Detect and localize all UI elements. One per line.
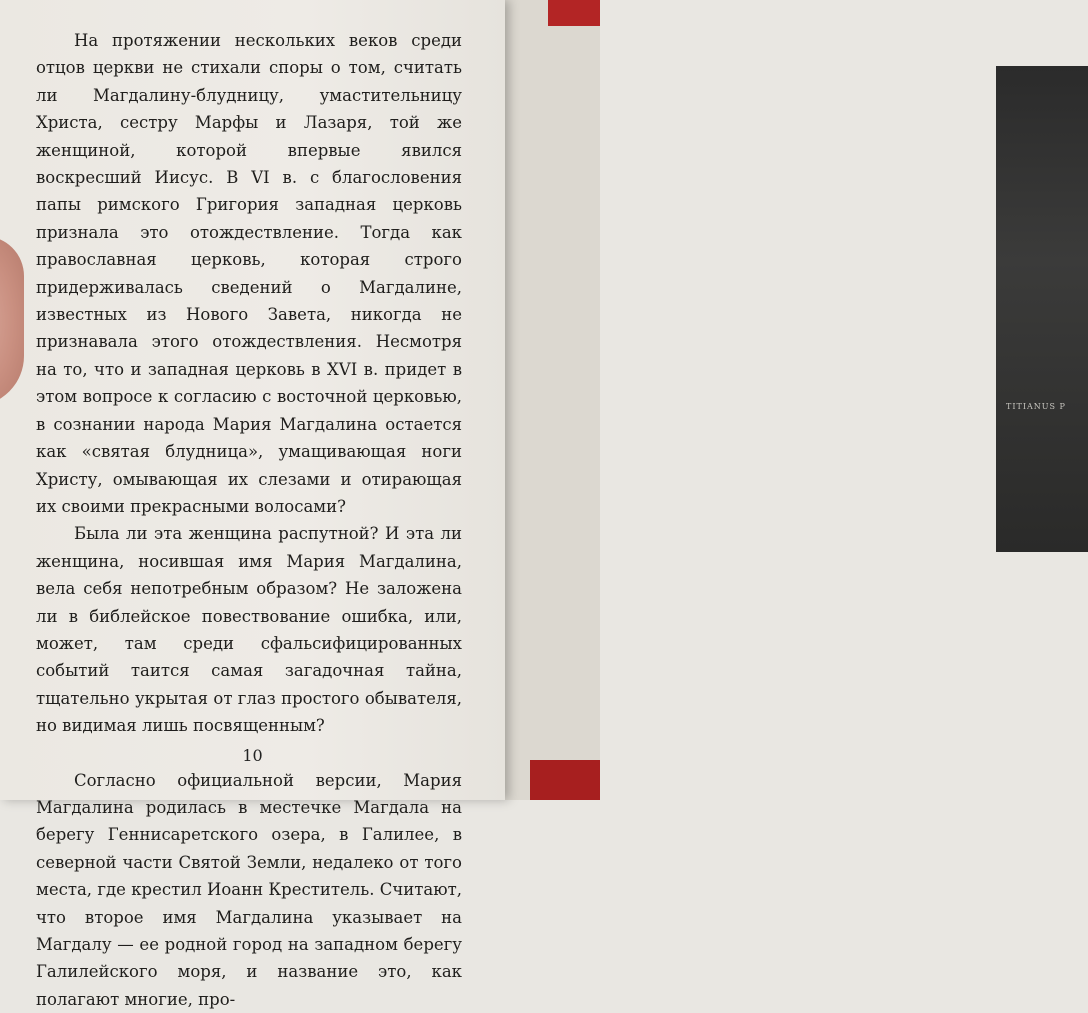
book-cover-edge: [548, 0, 600, 26]
facing-page-text: [998, 600, 1088, 628]
facing-page-line: [998, 600, 1088, 628]
facing-page-illustration: [996, 66, 1088, 552]
book-page: [0, 0, 505, 1009]
reader-thumb: [0, 236, 24, 406]
page-body: [36, 27, 462, 1013]
paragraph-3: Согласно официальной версии, Мария Магдалина родилась в местечке Магдала на берегу Геннисаретского озера, в Галилее, в северной части Святой Земли, недалеко от того места, где крестил Иоанн Креститель. Считают, что второе имя Магдалина указывает на Магдалу — ее родной город на западном берегу Галилейского моря, и название это, как полагают многие, про-: [36, 770, 462, 1009]
illustration-caption: TITIANUS P: [1006, 402, 1066, 411]
page-number: 10: [242, 746, 263, 765]
book-cover-edge-bottom: [530, 760, 600, 800]
paragraph-1: На протяжении нескольких веков среди отцов церкви не стихали споры о том, считать ли Магдалину-блудницу, умастительницу Христа, сестру Марфы и Лазаря, той же женщиной, которой впервые явился воскресший Иисус. В VI в. с благословения папы римского Григория западная церковь признала это отождествление. Тогда как православная церковь, которая строго придерживалась сведений о Магдалине, известных из Нового Завета, никогда не признавала этого отождествления. Несмотря на то, что и западная церковь в XVI в. придет в этом вопросе к согласию с восточной церковью, в сознании народа Мария Магдалина остается как «святая блудница», умащивающая ноги Христу, омывающая их слезами и отирающая их своими прекрасными волосами?: [36, 31, 462, 516]
paragraph-2: Была ли эта женщина распутной? И эта ли женщина, носившая имя Мария Магдалина, вела себя непотребным образом? Не заложена ли в библейское повествование ошибка, или, может, там среди сфальсифицированных событий таится самая загадочная тайна, тщательно укрытая от глаз простого обывателя, но видимая лишь посвященным?: [36, 524, 462, 736]
